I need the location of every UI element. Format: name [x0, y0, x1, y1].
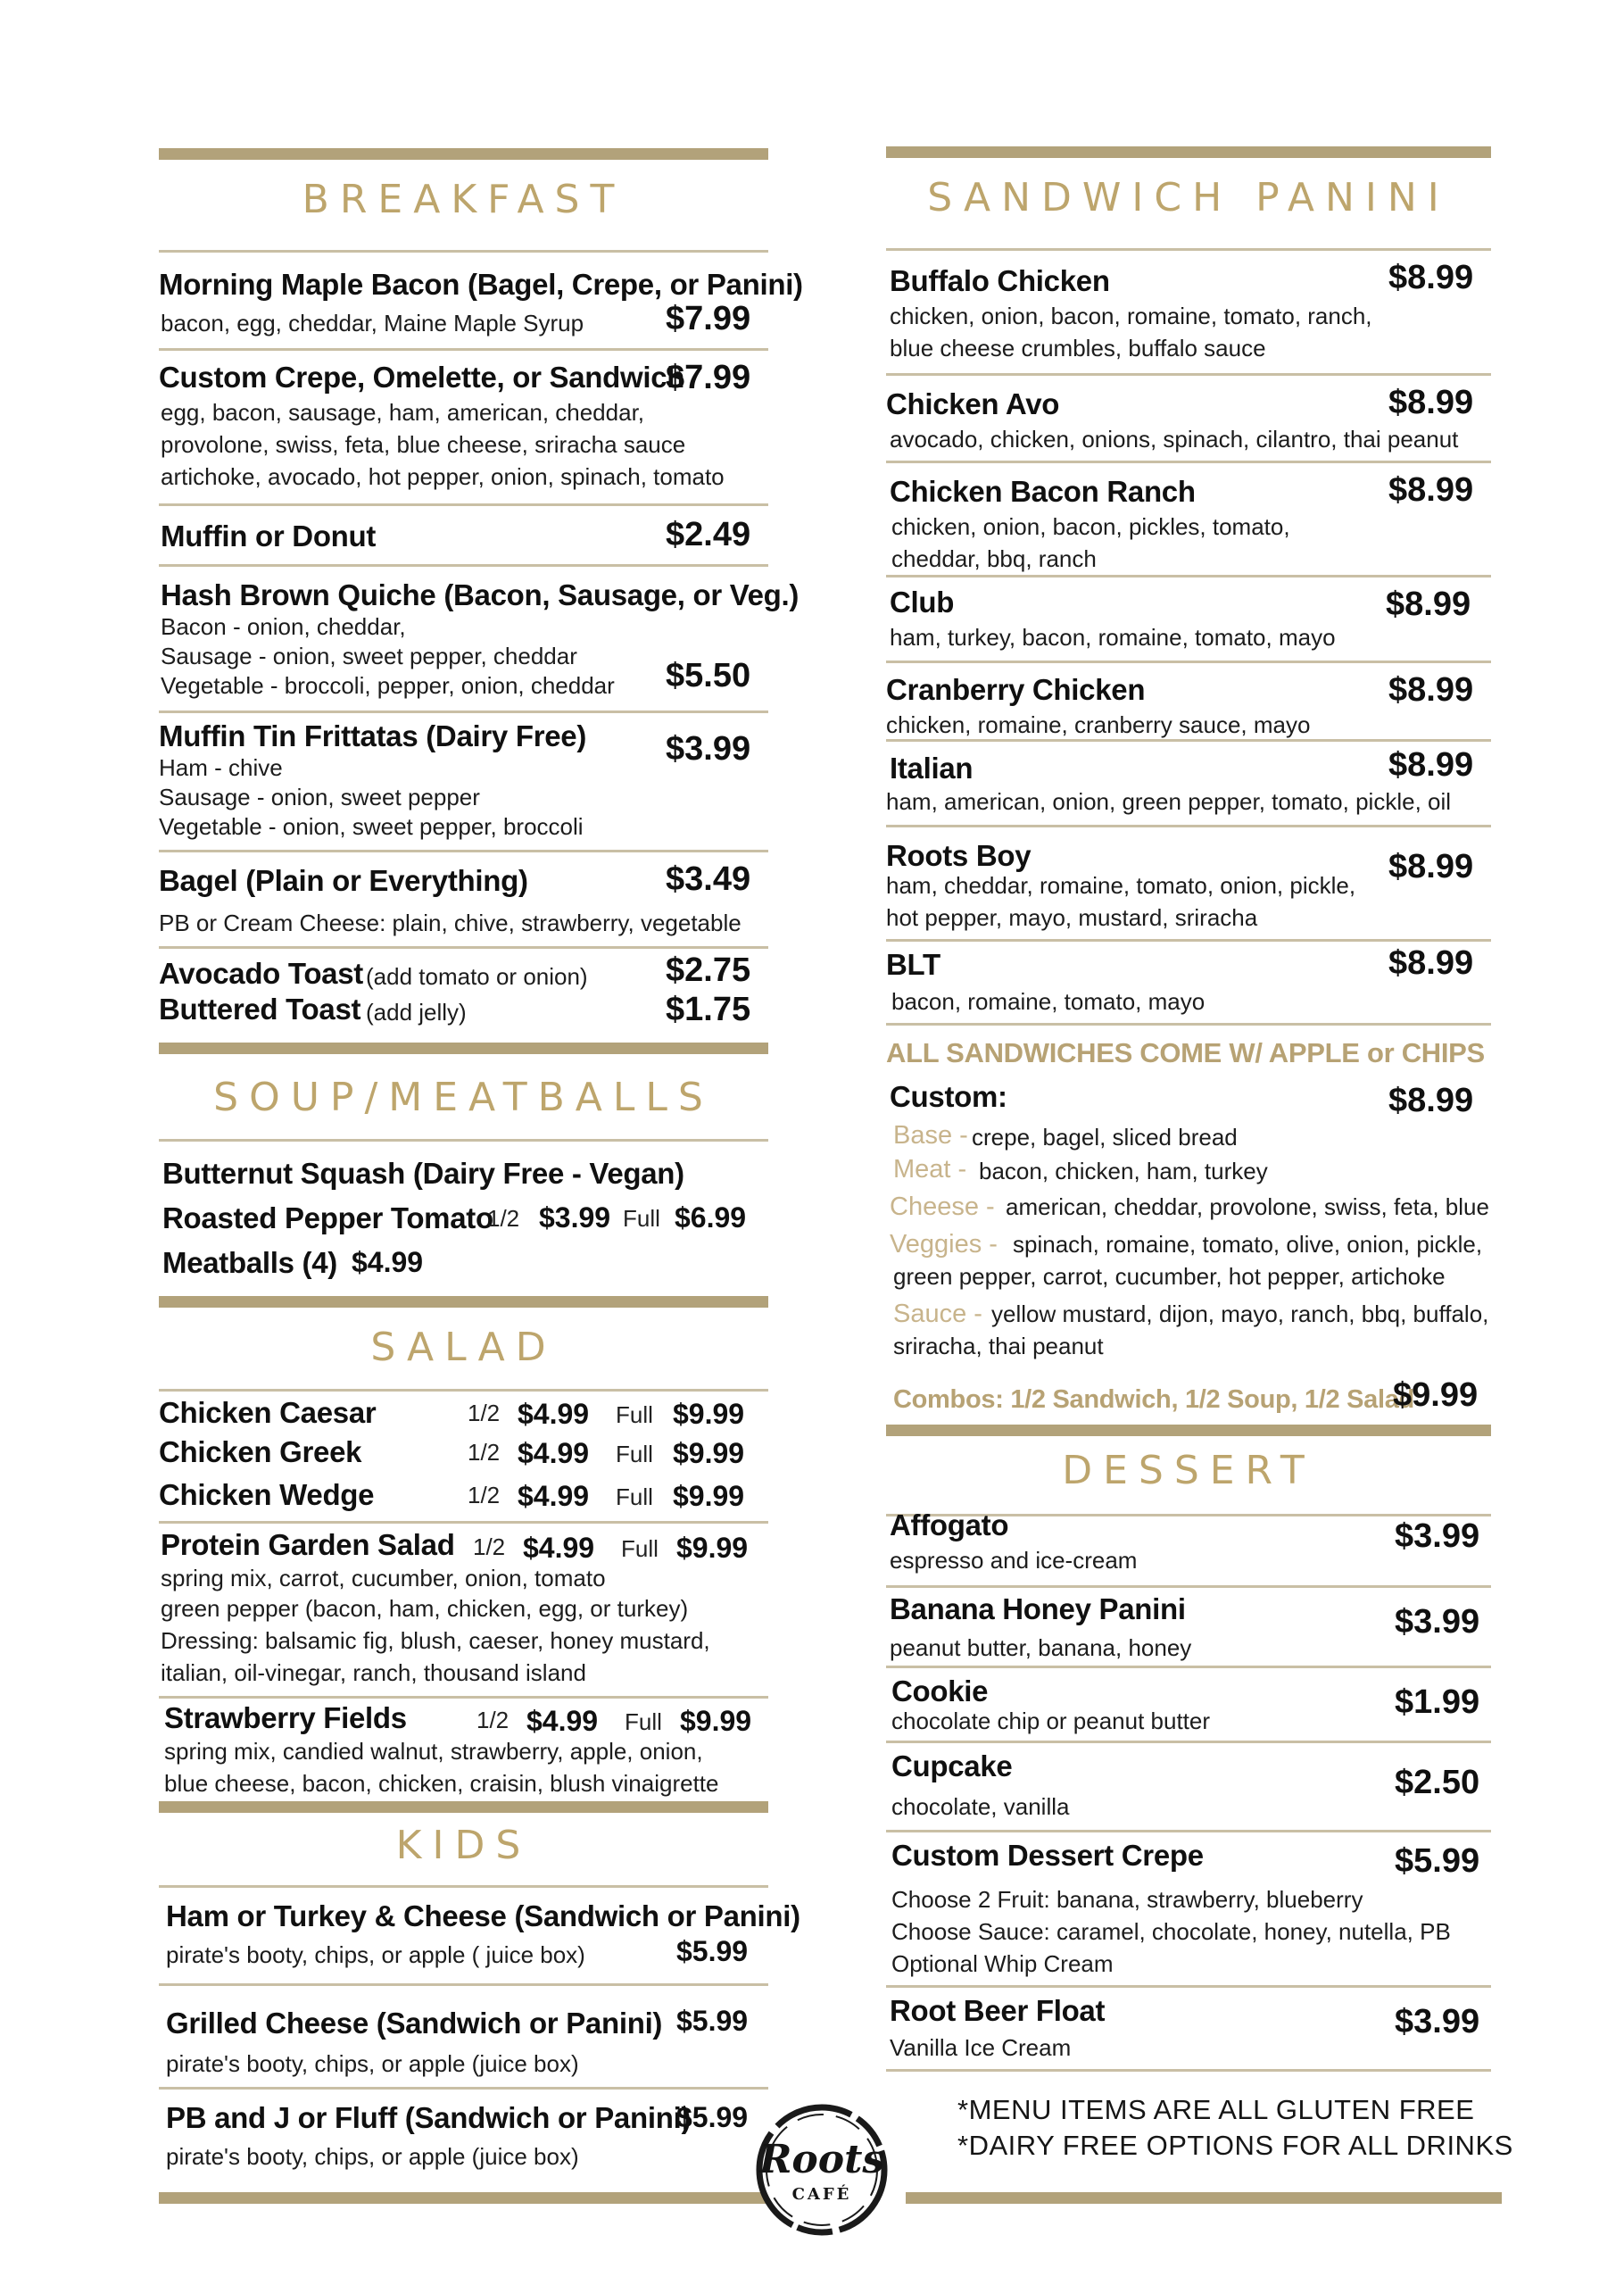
item-desc: Optional Whip Cream [891, 1950, 1114, 1977]
combo-price: $9.99 [1393, 1376, 1479, 1414]
item-name: Muffin or Donut [161, 519, 377, 553]
item-desc: egg, bacon, sausage, ham, american, cheddar, [161, 399, 645, 426]
full-price: $6.99 [675, 1201, 747, 1234]
divider [886, 1830, 1491, 1832]
item-desc: chicken, romaine, cranberry sauce, mayo [886, 711, 1311, 738]
full-label: Full [625, 1708, 662, 1735]
item-name: BLT [886, 948, 940, 981]
option-text: sriracha, thai peanut [893, 1333, 1104, 1359]
item-desc: Bacon - onion, cheddar, [161, 613, 406, 640]
item-name: Bagel (Plain or Everything) [159, 864, 528, 897]
logo-subtext: CAFÉ [791, 2185, 852, 2204]
item-name: Roasted Pepper Tomato [162, 1201, 493, 1234]
half-label: 1/2 [473, 1533, 506, 1560]
half-price: $4.99 [526, 1705, 599, 1737]
divider [886, 248, 1491, 251]
half-price: $4.99 [523, 1532, 595, 1564]
item-price: $2.50 [1395, 1764, 1480, 1801]
item-name: Club [890, 586, 955, 619]
divider [159, 850, 768, 852]
item-desc: pirate's booty, chips, or apple (juice box) [166, 2143, 579, 2170]
custom-price: $8.99 [1388, 1082, 1474, 1119]
item-desc: PB or Cream Cheese: plain, chive, strawberry, vegetable [159, 910, 742, 936]
item-name: Muffin Tin Frittatas (Dairy Free) [159, 719, 587, 752]
option-text: spinach, romaine, tomato, olive, onion, pickle, [1013, 1231, 1483, 1258]
item-price: $4.99 [352, 1246, 424, 1278]
half-label: 1/2 [468, 1482, 501, 1508]
item-desc: italian, oil-vinegar, ranch, thousand island [161, 1659, 586, 1686]
item-price: $3.99 [1395, 2003, 1480, 2040]
item-note: (add tomato or onion) [366, 963, 588, 990]
full-price: $9.99 [676, 1532, 749, 1564]
item-name: Butternut Squash (Dairy Free - Vegan) [162, 1157, 684, 1190]
divider [159, 1139, 768, 1142]
item-price: $5.99 [676, 2005, 749, 2037]
option-text: bacon, chicken, ham, turkey [979, 1158, 1268, 1184]
section-rule [159, 1043, 768, 1054]
item-price: $8.99 [1388, 384, 1474, 421]
divider [886, 1985, 1491, 1988]
divider [159, 503, 768, 506]
divider [886, 661, 1491, 663]
item-name: Morning Maple Bacon (Bagel, Crepe, or Panini) [159, 268, 803, 301]
divider [886, 1666, 1491, 1668]
item-desc: pirate's booty, chips, or apple (juice box) [166, 2050, 579, 2077]
item-note: (add jelly) [366, 999, 467, 1026]
divider [159, 348, 768, 351]
item-price: $8.99 [1388, 259, 1474, 296]
item-desc: blue cheese, bacon, chicken, craisin, blush vinaigrette [164, 1770, 719, 1797]
option-label: Veggies - [890, 1230, 998, 1259]
item-desc: peanut butter, banana, honey [890, 1634, 1192, 1661]
divider [159, 1885, 768, 1888]
item-desc: chicken, onion, bacon, pickles, tomato, [891, 513, 1290, 540]
option-text: american, cheddar, provolone, swiss, feta, blue [1006, 1193, 1489, 1220]
item-price: $1.75 [666, 991, 751, 1028]
item-price: $5.50 [666, 657, 751, 694]
item-price: $8.99 [1388, 944, 1474, 982]
divider [159, 2087, 768, 2090]
item-desc: chocolate chip or peanut butter [891, 1708, 1211, 1734]
item-desc: espresso and ice-cream [890, 1547, 1138, 1574]
full-price: $9.99 [673, 1398, 745, 1430]
item-price: $8.99 [1388, 671, 1474, 709]
half-price: $4.99 [518, 1398, 590, 1430]
item-name: Cranberry Chicken [886, 673, 1146, 706]
item-name: Buttered Toast [159, 993, 361, 1026]
item-name: Strawberry Fields [164, 1701, 407, 1734]
item-desc: bacon, romaine, tomato, mayo [891, 988, 1206, 1015]
item-desc: Vegetable - broccoli, pepper, onion, cheddar [161, 672, 615, 699]
half-label: 1/2 [476, 1707, 510, 1733]
divider [159, 946, 768, 949]
half-label: 1/2 [468, 1439, 501, 1466]
item-price: $3.49 [666, 860, 751, 898]
item-name: Protein Garden Salad [161, 1528, 455, 1561]
combo-label: Combos: 1/2 Sandwich, 1/2 Soup, 1/2 Salad [893, 1385, 1414, 1414]
roots-cafe-logo [746, 2094, 898, 2246]
divider [886, 939, 1491, 942]
dessert-heading: DESSERT [1062, 1448, 1315, 1493]
divider [886, 1023, 1491, 1026]
item-desc: chocolate, vanilla [891, 1793, 1070, 1820]
half-label: 1/2 [487, 1205, 520, 1232]
divider [886, 825, 1491, 827]
item-desc: hot pepper, mayo, mustard, sriracha [886, 904, 1258, 931]
divider [159, 1983, 768, 1986]
item-desc: spring mix, carrot, cucumber, onion, tomato [161, 1565, 606, 1591]
full-label: Full [616, 1441, 653, 1467]
item-name: Chicken Wedge [159, 1478, 375, 1511]
item-name: Chicken Avo [886, 387, 1060, 420]
logo-text: Roots [758, 2137, 885, 2182]
section-rule [159, 1801, 768, 1813]
item-name: PB and J or Fluff (Sandwich or Panini) [166, 2101, 692, 2134]
dairy-free-note: *DAIRY FREE OPTIONS FOR ALL DRINKS [957, 2130, 1513, 2161]
item-name: Italian [890, 752, 974, 785]
item-name: Chicken Greek [159, 1435, 362, 1468]
item-desc: ham, american, onion, green pepper, tomato, pickle, oil [886, 788, 1452, 815]
section-rule [886, 146, 1491, 158]
option-label: Meat - [893, 1155, 967, 1184]
item-desc: Dressing: balsamic fig, blush, caeser, honey mustard, [161, 1627, 710, 1654]
item-price: $7.99 [666, 300, 751, 337]
item-name: Ham or Turkey & Cheese (Sandwich or Panini) [166, 1899, 800, 1932]
divider [886, 575, 1491, 577]
item-desc: blue cheese crumbles, buffalo sauce [890, 335, 1266, 361]
item-price: $5.99 [1395, 1842, 1480, 1880]
item-desc: ham, turkey, bacon, romaine, tomato, mayo [890, 624, 1336, 651]
item-desc: Choose 2 Fruit: banana, strawberry, blueberry [891, 1886, 1363, 1913]
divider [886, 1741, 1491, 1743]
full-label: Full [616, 1483, 653, 1510]
item-name: Grilled Cheese (Sandwich or Panini) [166, 2007, 663, 2040]
item-name: Affogato [890, 1508, 1009, 1541]
divider [886, 373, 1491, 376]
item-price: $8.99 [1388, 471, 1474, 509]
divider [886, 461, 1491, 463]
section-rule [159, 1296, 768, 1308]
item-price: $5.99 [676, 1935, 749, 1967]
item-desc: Vegetable - onion, sweet pepper, broccoli [159, 813, 584, 840]
item-price: $2.49 [666, 516, 751, 553]
divider [159, 1696, 768, 1699]
item-price: $7.99 [666, 359, 751, 396]
full-price: $9.99 [673, 1480, 745, 1512]
option-label: Cheese - [890, 1192, 995, 1221]
item-name: Root Beer Float [890, 1994, 1106, 2027]
item-price: $5.99 [676, 2101, 749, 2133]
item-name: Avocado Toast [159, 957, 363, 990]
item-price: $8.99 [1386, 586, 1471, 623]
item-price: $1.99 [1395, 1683, 1480, 1721]
item-name: Cookie [891, 1674, 989, 1708]
section-rule [886, 1425, 1491, 1436]
item-desc: Vanilla Ice Cream [890, 2034, 1072, 2061]
divider [159, 250, 768, 253]
option-text: yellow mustard, dijon, mayo, ranch, bbq, buffalo, [991, 1300, 1489, 1327]
option-text: green pepper, carrot, cucumber, hot pepper, artichoke [893, 1263, 1446, 1290]
item-price: $3.99 [1395, 1517, 1480, 1555]
item-desc: artichoke, avocado, hot pepper, onion, spinach, tomato [161, 463, 725, 490]
option-label: Sauce - [893, 1300, 982, 1328]
item-desc: Ham - chive [159, 754, 283, 781]
item-desc: Choose Sauce: caramel, chocolate, honey, nutella, PB [891, 1918, 1451, 1945]
breakfast-heading: BREAKFAST [302, 177, 626, 222]
item-desc: provolone, swiss, feta, blue cheese, sriracha sauce [161, 431, 686, 458]
item-name: Custom Crepe, Omelette, or Sandwich [159, 361, 685, 394]
full-price: $9.99 [680, 1705, 752, 1737]
divider [159, 564, 768, 567]
soup-heading: SOUP/MEATBALLS [213, 1075, 714, 1120]
item-desc: Sausage - onion, sweet pepper, cheddar [161, 643, 577, 669]
half-price: $4.99 [518, 1480, 590, 1512]
full-label: Full [616, 1401, 653, 1428]
item-price: $2.75 [666, 951, 751, 989]
half-label: 1/2 [468, 1400, 501, 1426]
full-price: $9.99 [673, 1437, 745, 1469]
option-label: Base - [893, 1121, 968, 1150]
divider [886, 2069, 1491, 2072]
item-desc: pirate's booty, chips, or apple ( juice box) [166, 1941, 585, 1968]
half-price: $3.99 [539, 1201, 611, 1234]
item-name: Hash Brown Quiche (Bacon, Sausage, or Veg.) [161, 578, 800, 611]
section-rule [159, 2192, 775, 2204]
divider [886, 739, 1491, 742]
kids-heading: KIDS [395, 1823, 532, 1868]
item-desc: spring mix, candied walnut, strawberry, apple, onion, [164, 1738, 703, 1765]
item-name: Chicken Caesar [159, 1396, 377, 1429]
item-name: Banana Honey Panini [890, 1592, 1186, 1625]
item-desc: cheddar, bbq, ranch [891, 545, 1097, 572]
gluten-free-note: *MENU ITEMS ARE ALL GLUTEN FREE [957, 2094, 1475, 2125]
item-price: $3.99 [666, 730, 751, 768]
full-label: Full [623, 1205, 660, 1232]
divider [159, 1389, 768, 1392]
item-name: Meatballs (4) [162, 1246, 337, 1279]
item-desc: Sausage - onion, sweet pepper [159, 784, 480, 810]
item-price: $8.99 [1388, 848, 1474, 885]
item-desc: avocado, chicken, onions, spinach, cilantro, thai peanut [890, 426, 1459, 453]
item-desc: ham, cheddar, romaine, tomato, onion, pickle, [886, 872, 1356, 899]
item-desc: green pepper (bacon, ham, chicken, egg, or turkey) [161, 1595, 689, 1622]
item-name: Custom Dessert Crepe [891, 1839, 1204, 1872]
option-text: crepe, bagel, sliced bread [972, 1124, 1238, 1151]
item-desc: bacon, egg, cheddar, Maine Maple Syrup [161, 310, 584, 337]
item-name: Roots Boy [886, 839, 1032, 872]
logo-ring-icon [746, 2094, 898, 2246]
sandwich-heading: SANDWICH PANINI [927, 175, 1450, 220]
divider [159, 710, 768, 713]
item-name: Chicken Bacon Ranch [890, 475, 1196, 508]
sandwich-note: ALL SANDWICHES COME W/ APPLE or CHIPS [886, 1037, 1485, 1068]
divider [159, 1521, 768, 1524]
item-price: $3.99 [1395, 1603, 1480, 1641]
custom-name: Custom: [890, 1080, 1007, 1113]
divider [886, 1585, 1491, 1588]
half-price: $4.99 [518, 1437, 590, 1469]
full-label: Full [621, 1535, 659, 1562]
item-desc: chicken, onion, bacon, romaine, tomato, ranch, [890, 303, 1372, 329]
item-name: Buffalo Chicken [890, 264, 1110, 297]
item-name: Cupcake [891, 1749, 1013, 1782]
section-rule [906, 2192, 1502, 2204]
section-rule [159, 148, 768, 160]
item-price: $8.99 [1388, 746, 1474, 784]
salad-heading: SALAD [370, 1325, 557, 1370]
